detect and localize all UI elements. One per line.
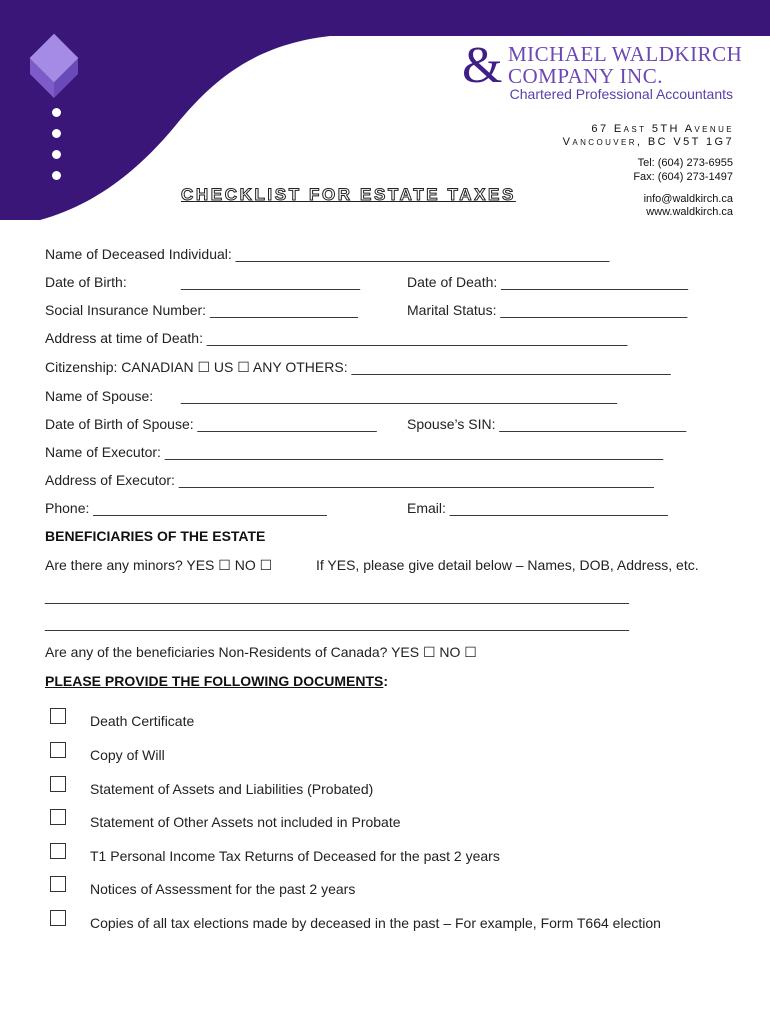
spouse-name-label: Name of Spouse: (45, 388, 154, 404)
logo-company-name: MICHAEL WALDKIRCH (508, 42, 743, 66)
contact-tel: Tel: (604) 273-6955 (637, 157, 733, 169)
documents-heading-text: PLEASE PROVIDE THE FOLLOWING DOCUMENTS (45, 673, 384, 689)
logo-company-suffix: COMPANY INC. (508, 64, 663, 88)
dod-field[interactable]: Date of Death: ________________________ (407, 274, 689, 290)
spouse-dob-field[interactable]: Date of Birth of Spouse: _______________________ (45, 416, 377, 432)
bullet-dot (52, 129, 61, 138)
dob-label: Date of Birth: (45, 274, 127, 290)
address-city: Vancouver, BC V5T 1G7 (562, 136, 734, 148)
contact-fax: Fax: (604) 273-1497 (633, 171, 733, 183)
document-item: Notices of Assessment for the past 2 years (90, 881, 356, 897)
deceased-name-field[interactable]: Name of Deceased Individual: ________________________________________________ (45, 246, 610, 262)
executor-address-field[interactable]: Address of Executor: _____________________________________________________________ (45, 472, 654, 488)
spouse-sin-field[interactable]: Spouse’s SIN: ________________________ (407, 416, 687, 432)
checkbox-t1-returns[interactable] (50, 843, 66, 859)
email-field[interactable]: Email: ____________________________ (407, 500, 668, 516)
bullet-dot (52, 171, 61, 180)
checkbox-assets-liabilities[interactable] (50, 776, 66, 792)
bullet-dot (52, 150, 61, 159)
checkbox-other-assets[interactable] (50, 809, 66, 825)
checkbox-tax-elections[interactable] (50, 910, 66, 926)
spouse-name-field[interactable]: ________________________________________________________ (181, 388, 618, 404)
documents-heading-colon: : (383, 673, 389, 689)
dob-field[interactable]: _______________________ (181, 274, 361, 290)
document-item: Death Certificate (90, 713, 195, 729)
checkbox-notices-assessment[interactable] (50, 876, 66, 892)
document-item: Statement of Other Assets not included in Probate (90, 814, 401, 830)
tagline: Chartered Professional Accountants (509, 86, 733, 102)
contact-email[interactable]: info@waldkirch.ca (643, 193, 733, 205)
document-item: Statement of Assets and Liabilities (Probated) (90, 781, 374, 797)
phone-field[interactable]: Phone: ______________________________ (45, 500, 327, 516)
documents-heading (45, 673, 388, 689)
marital-status-field[interactable]: Marital Status: ________________________ (407, 302, 688, 318)
page-title: CHECKLIST FOR ESTATE TAXES (181, 185, 516, 204)
minors-question[interactable]: Are there any minors? YES ☐ NO ☐ (45, 557, 273, 573)
contact-website[interactable]: www.waldkirch.ca (646, 206, 733, 218)
address-street: 67 East 5TH Avenue (591, 123, 734, 135)
beneficiaries-heading: BENEFICIARIES OF THE ESTATE (45, 528, 266, 544)
bullet-dot (52, 108, 61, 117)
executor-name-field[interactable]: Name of Executor: ________________________________________________________________ (45, 444, 664, 460)
document-item: T1 Personal Income Tax Returns of Deceased for the past 2 years (90, 848, 500, 864)
citizenship-field[interactable]: Citizenship: CANADIAN ☐ US ☐ ANY OTHERS: _________________________________________ (45, 359, 671, 375)
document-item: Copy of Will (90, 747, 165, 763)
address-death-field[interactable]: Address at time of Death: ______________________________________________________ (45, 330, 628, 346)
non-residents-question[interactable]: Are any of the beneficiaries Non-Residents of Canada? YES ☐ NO ☐ (45, 644, 477, 660)
document-item: Copies of all tax elections made by deceased in the past – For example, Form T664 election (90, 915, 661, 931)
minors-detail-note: If YES, please give detail below – Names, DOB, Address, etc. (316, 557, 699, 573)
detail-line-1[interactable]: ___________________________________________________________________________ (45, 588, 629, 604)
checkbox-copy-of-will[interactable] (50, 742, 66, 758)
sin-field[interactable]: Social Insurance Number: ___________________ (45, 302, 358, 318)
detail-line-2[interactable]: ___________________________________________________________________________ (45, 615, 629, 631)
checkbox-death-certificate[interactable] (50, 708, 66, 724)
logo-ampersand: & (462, 37, 503, 94)
